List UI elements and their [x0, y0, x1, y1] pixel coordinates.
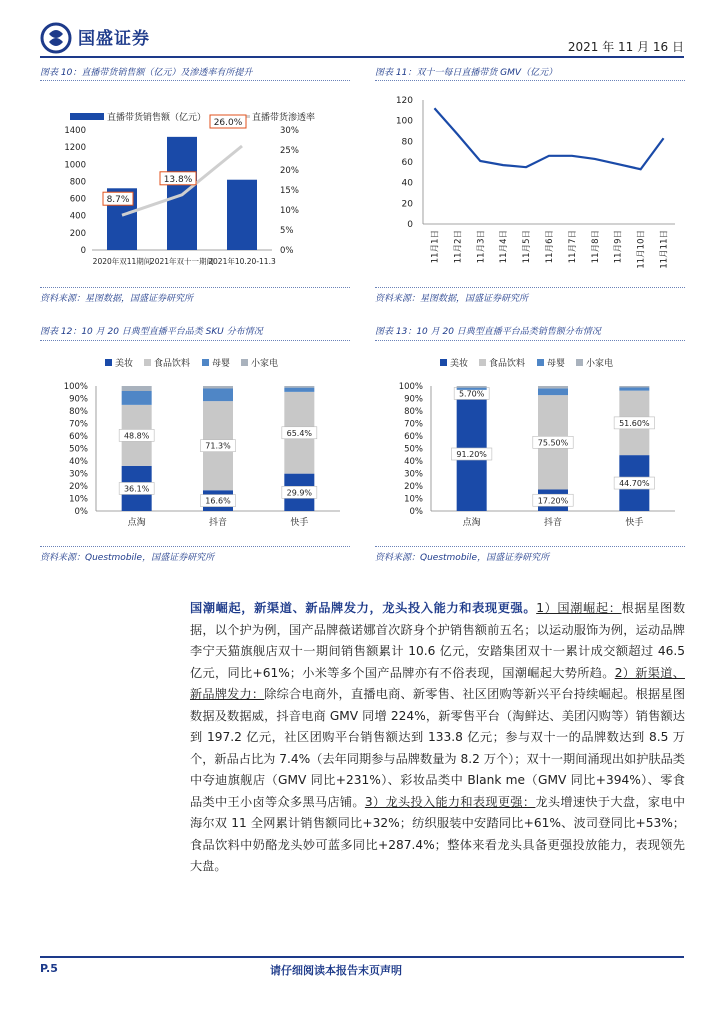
data-label: 5.70%: [458, 389, 485, 399]
bar: [227, 180, 257, 250]
data-label: 36.1%: [123, 484, 150, 494]
data-label: 75.50%: [537, 438, 569, 448]
bar-segment: [284, 386, 314, 388]
y-tick-label: 50%: [404, 444, 423, 455]
y-tick-label: 60%: [404, 432, 423, 442]
point-1-body: 根据星图数据，以个护为例，国产品牌薇诺娜首次跻身个护销售额前五名；以运动服饰为例，运动品牌李宁天猫旗舰店双十一期间销售额累计 10.6 亿元，安踏集团双十一累计成交额超过 46.5 亿元，同比+61%；小米等多个国产品牌亦有不俗表现，国潮崛起大势所趋。: [190, 601, 686, 680]
divider: [375, 546, 685, 548]
y-tick-label: 200: [69, 228, 86, 239]
data-label: 71.3%: [205, 441, 231, 451]
legend-swatch-bar: [70, 113, 104, 120]
bar-segment: [122, 391, 152, 405]
legend-swatch: [440, 359, 447, 366]
y-tick-label: 60: [401, 158, 413, 168]
y-tick-label: 90%: [404, 394, 423, 405]
legend-swatch: [144, 359, 151, 366]
x-tick-label: 11月1日: [430, 230, 441, 264]
data-label: 91.20%: [456, 450, 487, 459]
legend-swatch: [202, 359, 209, 366]
x-tick-label: 11月8日: [590, 230, 601, 264]
bar-segment: [284, 388, 314, 392]
lead-sentence: 国潮崛起，新渠道、新品牌发力，龙头投入能力和表现更强。: [190, 601, 537, 615]
body-paragraph: [190, 598, 685, 878]
legend-label: 小家电: [586, 359, 614, 369]
y-tick-label: 10%: [69, 494, 88, 505]
y2-tick-label: 10%: [280, 206, 299, 216]
legend-swatch: [537, 359, 544, 366]
x-tick-label: 快手: [290, 518, 309, 528]
y-tick-label: 10%: [404, 494, 423, 505]
x-tick-label: 2021年10.20-11.3: [208, 257, 276, 266]
data-label: 17.20%: [537, 496, 569, 506]
divider: [375, 287, 685, 289]
y-tick-label: 0%: [74, 507, 88, 517]
data-label: 13.8%: [163, 174, 193, 185]
data-label: 44.70%: [619, 479, 650, 489]
company-logo: [40, 22, 76, 54]
data-label: 29.9%: [286, 488, 313, 498]
y2-tick-label: 20%: [280, 166, 299, 176]
point-3-heading: 3）龙头投入能力和表现更强：: [364, 794, 536, 809]
y-tick-label: 20: [401, 199, 413, 210]
y-tick-label: 90%: [69, 394, 88, 405]
y2-tick-label: 25%: [280, 146, 299, 156]
bar-segment: [619, 386, 649, 388]
point-3-body: 龙头增速快于大盘，家电中海尔双 11 全网累计销售额同比+32%；纺织服装中安踏同比+61%、波司登同比+53%；食品饮料中奶酪龙头妙可蓝多同比+287.4%；整体来看龙头具备更强投放能力，表现领先大盘。: [190, 794, 686, 873]
gmv-line: [434, 108, 663, 169]
y-tick-label: 1400: [64, 126, 86, 136]
legend-label: 食品饮料: [489, 359, 526, 369]
x-tick-label: 点淘: [462, 518, 481, 528]
bar-segment: [457, 388, 487, 390]
chart-sales-distribution: [375, 350, 685, 535]
y-tick-label: 400: [69, 211, 86, 222]
x-tick-label: 11月9日: [613, 230, 624, 264]
bar-segment: [538, 388, 568, 395]
legend-label: 母婴: [547, 359, 566, 369]
y2-tick-label: 5%: [280, 226, 294, 236]
y-tick-label: 1200: [64, 143, 86, 154]
figure-12-caption: 图表 12：10 月 20 日典型直播平台品类 SKU 分布情况: [40, 327, 263, 337]
y-tick-label: 30%: [69, 469, 88, 480]
bar-segment: [457, 386, 487, 388]
y-tick-label: 1000: [64, 160, 86, 171]
chart-sales-penetration: [40, 84, 350, 280]
point-1-heading: 1）国潮崛起：: [536, 601, 622, 615]
x-tick-label: 快手: [625, 518, 644, 528]
y-tick-label: 600: [69, 194, 86, 205]
x-tick-label: 点淘: [127, 518, 146, 528]
legend-swatch: [479, 359, 486, 366]
x-tick-label: 11月2日: [453, 230, 464, 264]
x-tick-label: 11月7日: [567, 230, 578, 264]
chart-sku-distribution: [40, 350, 350, 535]
x-tick-label: 11月6日: [545, 230, 555, 264]
data-label: 48.8%: [123, 431, 150, 441]
y-tick-label: 60%: [69, 432, 88, 442]
data-label: 51.60%: [619, 418, 650, 428]
y-tick-label: 0: [80, 246, 86, 256]
y-tick-label: 40%: [404, 457, 423, 467]
y-tick-label: 40%: [69, 457, 88, 467]
y2-tick-label: 0%: [280, 246, 294, 256]
divider: [40, 340, 350, 342]
point-2-heading: 2）新渠道、新品牌发力：: [190, 665, 685, 701]
y-tick-label: 20%: [69, 482, 88, 492]
y-tick-label: 120: [395, 96, 413, 106]
legend-label: 食品饮料: [154, 359, 191, 369]
y2-tick-label: 30%: [280, 126, 299, 136]
y-tick-label: 800: [69, 177, 86, 188]
figure-12-source: 资料来源：Questmobile，国盛证券研究所: [40, 553, 215, 563]
y-tick-label: 80%: [69, 407, 88, 417]
y-tick-label: 30%: [404, 469, 423, 480]
y-tick-label: 100%: [398, 382, 423, 392]
legend-swatch: [105, 359, 112, 366]
point-2-body: 除综合电商外，直播电商、新零售、社区团购等新兴平台持续崛起。根据星图数据及数据威，抖音电商 GMV 同增 224%，新零售平台（淘鲜达、美团闪购等）销售额达到 197.2 亿元，社区团购平台销售额达到 133.8 亿元；参与双十一的品牌数达到 8.5 万个，新品占比为 7.4%（去年同期参与品牌数量为 8.2 万个）；双十一期间涌现出如护肤品类中夸迪旗舰店（GMV 同比+231%）、彩妆品类中 Blank me（GMV 同比+394%）、零食品类中王小卤等众多黑马店铺。: [190, 687, 686, 809]
legend-swatch: [241, 359, 248, 366]
figure-10-source: 资料来源：星图数据，国盛证券研究所: [40, 294, 194, 304]
y-tick-label: 100: [395, 116, 413, 127]
figure-13-source: 资料来源：Questmobile，国盛证券研究所: [375, 553, 550, 563]
disclaimer: 请仔细阅读本报告末页声明: [270, 964, 402, 977]
x-tick-label: 2020年双11期间: [92, 257, 152, 266]
bar-segment: [203, 389, 233, 402]
data-label: 8.7%: [106, 195, 130, 206]
x-tick-label: 11月3日: [476, 230, 487, 264]
y-tick-label: 0: [407, 220, 413, 230]
x-tick-label: 抖音: [543, 518, 563, 528]
divider: [40, 287, 350, 289]
x-tick-label: 抖音: [208, 518, 228, 528]
legend-swatch: [576, 359, 583, 366]
divider: [375, 340, 685, 342]
y-tick-label: 50%: [69, 444, 88, 455]
report-date: 2021 年 11 月 16 日: [567, 40, 684, 54]
bar-segment: [538, 386, 568, 388]
divider: [40, 546, 350, 548]
divider: [375, 80, 685, 82]
y-tick-label: 100%: [63, 382, 88, 392]
legend-label: 美妆: [450, 359, 469, 369]
legend-label: 小家电: [251, 359, 279, 369]
y-tick-label: 80%: [404, 407, 423, 417]
data-label: 16.6%: [205, 496, 231, 506]
bar-segment: [619, 388, 649, 391]
x-tick-label: 11月10日: [636, 230, 647, 269]
chart-daily-gmv: [375, 84, 685, 280]
data-label: 26.0%: [213, 118, 243, 128]
y-tick-label: 40: [401, 178, 413, 189]
x-tick-label: 11月5日: [522, 230, 533, 264]
divider: [40, 80, 350, 82]
y-tick-label: 70%: [404, 419, 423, 430]
figure-11-caption: 图表 11：双十一每日直播带货 GMV（亿元）: [375, 68, 558, 78]
legend-label-line: 直播带货渗透率: [252, 113, 316, 123]
y-tick-label: 70%: [69, 419, 88, 430]
y2-tick-label: 15%: [280, 186, 299, 196]
company-name: 国盛证券: [78, 29, 150, 49]
footer-rule: [40, 956, 684, 958]
legend-label: 母婴: [212, 359, 231, 369]
figure-11-source: 资料来源：星图数据，国盛证券研究所: [375, 294, 529, 304]
bar-segment: [203, 386, 233, 389]
bar-segment: [122, 386, 152, 391]
x-tick-label: 11月11日: [659, 230, 670, 269]
legend-label: 美妆: [115, 359, 134, 369]
figure-10-caption: 图表 10：直播带货销售额（亿元）及渗透率有所提升: [40, 68, 253, 78]
x-tick-label: 11月4日: [499, 230, 510, 264]
y-tick-label: 0%: [409, 507, 423, 517]
figure-13-caption: 图表 13：10 月 20 日典型直播平台品类销售额分布情况: [375, 327, 601, 337]
x-tick-label: 2021年双十一期间: [149, 257, 215, 266]
y-tick-label: 80: [401, 137, 413, 148]
y-tick-label: 20%: [404, 482, 423, 492]
header-rule: [40, 56, 684, 58]
data-label: 65.4%: [286, 428, 313, 438]
legend-label-bar: 直播带货销售额（亿元）: [107, 113, 207, 123]
page-number: P.5: [40, 962, 58, 975]
